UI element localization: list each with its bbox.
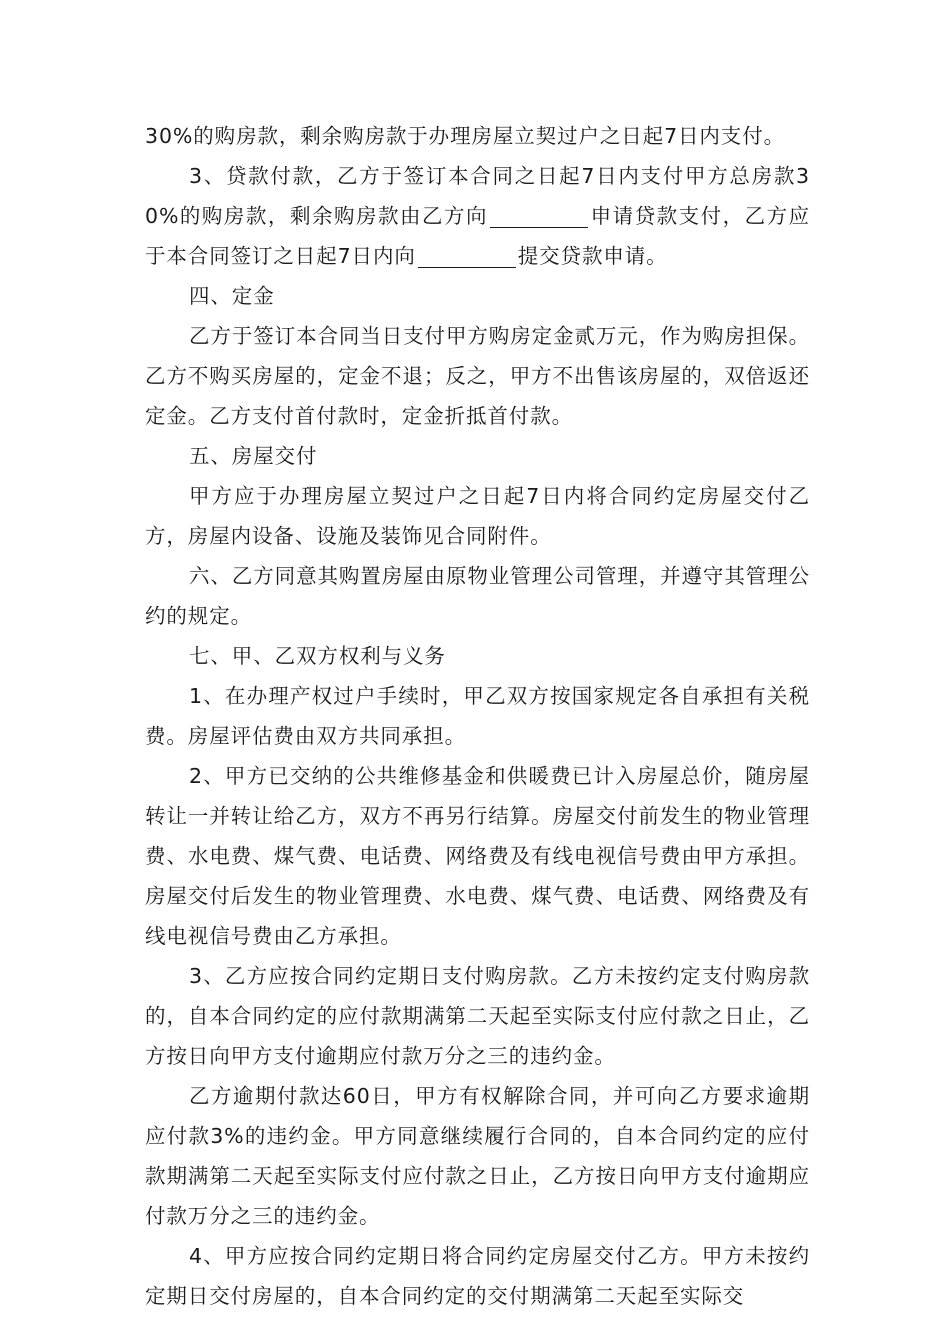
paragraph-seller-delivery: 4、甲方应按合同约定期日将合同约定房屋交付乙方。甲方未按约定期日交付房屋的，自本合同约定的交付期满第二天起至实际交 (145, 1244, 810, 1308)
document-body (145, 116, 810, 1316)
loan-payment-text-3: 提交贷款申请。 (517, 244, 668, 268)
paragraph-property-management: 六、乙方同意其购置房屋由原物业管理公司管理，并遵守其管理公约的规定。 (145, 564, 810, 628)
paragraph-delivery: 甲方应于办理房屋立契过户之日起7日内将合同约定房屋交付乙方，房屋内设备、设施及装饰见合同附件。 (145, 484, 810, 548)
section-heading-rights-obligations: 七、甲、乙双方权利与义务 (189, 644, 446, 668)
section-heading-deposit: 四、定金 (189, 284, 275, 308)
loan-payment-text-1: 3、贷款付款，乙方于签订本合同之日起7日内支付甲方总房款30%的购房款，剩余购房款由乙方向 (145, 164, 810, 228)
paragraph-fees: 2、甲方已交纳的公共维修基金和供暖费已计入房屋总价，随房屋转让一并转让给乙方，双方不再另行结算。房屋交付前发生的物业管理费、水电费、煤气费、电话费、网络费及有线电视信号费由甲方承担。房屋交付后发生的物业管理费、水电费、煤气费、电话费、网络费及有线电视信号费由乙方承担。 (145, 764, 810, 948)
paragraph-payment-continuation: 30%的购房款，剩余购房款于办理房屋立契过户之日起7日内支付。 (145, 124, 786, 148)
loan-payment-text-2: 申请贷款支付，乙方应于本合同签订之日起7日内向 (145, 204, 810, 268)
paragraph-deposit: 乙方于签订本合同当日支付甲方购房定金贰万元，作为购房担保。乙方不购买房屋的，定金不退；反之，甲方不出售该房屋的，双倍返还定金。乙方支付首付款时，定金折抵首付款。 (145, 324, 810, 428)
section-heading-delivery: 五、房屋交付 (189, 444, 318, 468)
lender-blank-field[interactable] (490, 205, 588, 228)
paragraph-taxes: 1、在办理产权过户手续时，甲乙双方按国家规定各自承担有关税费。房屋评估费由双方共同承担。 (145, 684, 810, 748)
paragraph-overdue-60-days: 乙方逾期付款达60日，甲方有权解除合同，并可向乙方要求逾期应付款3%的违约金。甲方同意继续履行合同的，自本合同约定的应付款期满第二天起至实际支付应付款之日止，乙方按日向甲方支付逾期应付款万分之三的违约金。 (145, 1084, 810, 1228)
loan-application-blank-field[interactable] (418, 245, 516, 268)
paragraph-loan-payment (145, 156, 810, 276)
paragraph-buyer-late-payment: 3、乙方应按合同约定期日支付购房款。乙方未按约定支付购房款的，自本合同约定的应付款期满第二天起至实际支付应付款之日止，乙方按日向甲方支付逾期应付款万分之三的违约金。 (145, 964, 810, 1068)
